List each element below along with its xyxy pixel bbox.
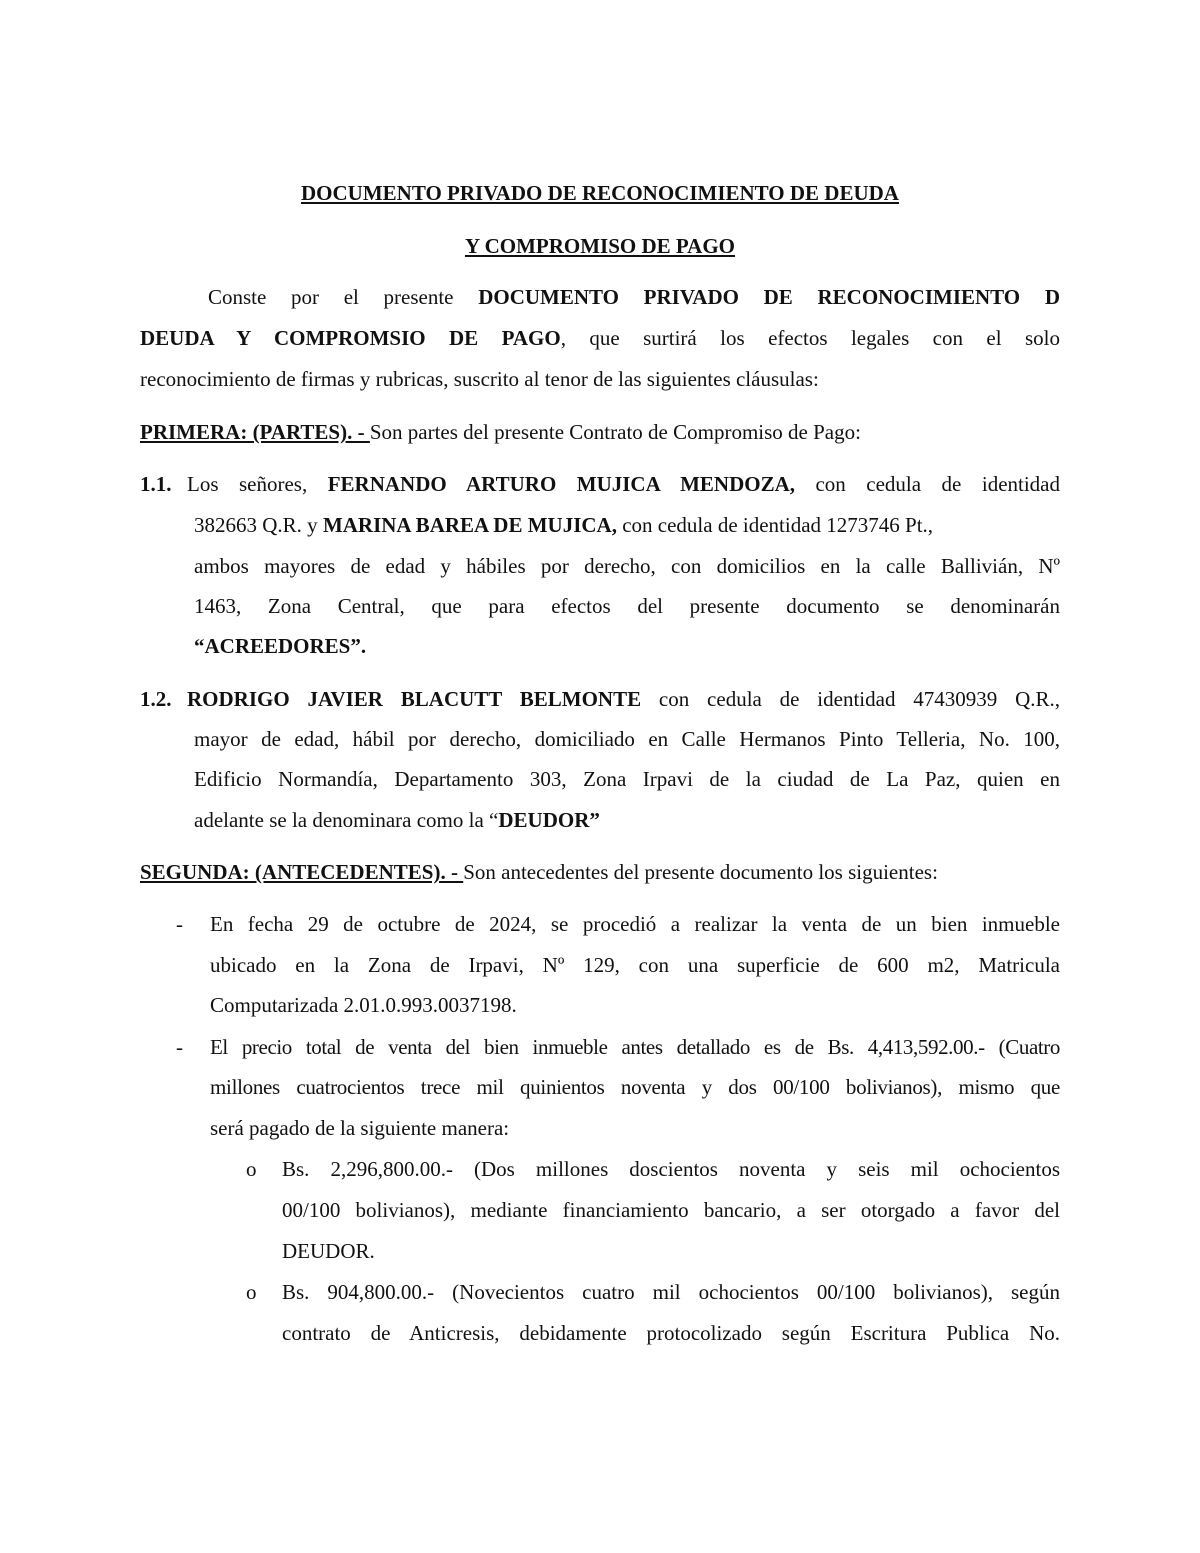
bullet-1-line-2: ubicado en la Zona de Irpavi, Nº 129, con una superficie de 600 m2, Matricula bbox=[210, 953, 1060, 977]
circle-bullet-1: o bbox=[246, 1157, 257, 1181]
intro-line-2: DEUDA Y COMPROMSIO DE PAGO, que surtirá los efectos legales con el solo bbox=[140, 326, 1060, 350]
item-1-2-number: 1.2. bbox=[140, 687, 172, 711]
item-1-1-line-4: 1463, Zona Central, que para efectos del presente documento se denominarán bbox=[194, 594, 1060, 618]
intro-line-1: Conste por el presente DOCUMENTO PRIVADO DE RECONOCIMIENTO D bbox=[208, 285, 1060, 309]
item-1-2-line-1: RODRIGO JAVIER BLACUTT BELMONTE con cedula de identidad 47430939 Q.R., bbox=[187, 687, 1060, 711]
document-title-line-2: Y COMPROMISO DE PAGO bbox=[464, 234, 736, 258]
clause-primera: PRIMERA: (PARTES). - Son partes del presente Contrato de Compromiso de Pago: bbox=[140, 420, 861, 444]
item-1-1-line-2: 382663 Q.R. y MARINA BAREA DE MUJICA, con cedula de identidad 1273746 Pt., bbox=[194, 513, 934, 537]
bullet-1-line-1: En fecha 29 de octubre de 2024, se procedió a realizar la venta de un bien inmueble bbox=[210, 912, 1060, 936]
intro-line-3: reconocimiento de firmas y rubricas, suscrito al tenor de las siguientes cláusulas: bbox=[140, 367, 819, 391]
sub-bullet-1-line-1: Bs. 2,296,800.00.- (Dos millones doscientos noventa y seis mil ochocientos bbox=[282, 1157, 1060, 1181]
bullet-1-line-3: Computarizada 2.01.0.993.0037198. bbox=[210, 993, 517, 1017]
dash-bullet-2: - bbox=[176, 1035, 183, 1059]
item-1-1-line-5: “ACREEDORES”. bbox=[194, 634, 367, 658]
clause-primera-heading: PRIMERA: (PARTES). - bbox=[140, 420, 370, 444]
item-1-1-line-3: ambos mayores de edad y hábiles por derecho, con domicilios en la calle Ballivián, Nº bbox=[194, 554, 1060, 578]
bullet-2-line-1: El precio total de venta del bien inmueble antes detallado es de Bs. 4,413,592.00.- (Cuatro bbox=[210, 1035, 1060, 1059]
clause-segunda-heading: SEGUNDA: (ANTECEDENTES). - bbox=[140, 860, 464, 884]
document-title-line-1: DOCUMENTO PRIVADO DE RECONOCIMIENTO DE DEUDA bbox=[301, 181, 899, 205]
item-1-2-line-4: adelante se la denominara como la “DEUDOR” bbox=[194, 808, 600, 832]
item-1-2-line-3: Edificio Normandía, Departamento 303, Zona Irpavi de la ciudad de La Paz, quien en bbox=[194, 767, 1060, 791]
sub-bullet-2-line-1: Bs. 904,800.00.- (Novecientos cuatro mil ochocientos 00/100 bolivianos), según bbox=[282, 1280, 1060, 1304]
clause-segunda: SEGUNDA: (ANTECEDENTES). - Son antecedentes del presente documento los siguientes: bbox=[140, 860, 938, 884]
sub-bullet-1-line-2: 00/100 bolivianos), mediante financiamiento bancario, a ser otorgado a favor del bbox=[282, 1198, 1060, 1222]
item-1-1-line-1: Los señores, FERNANDO ARTURO MUJICA MENDOZA, con cedula de identidad bbox=[187, 472, 1061, 496]
item-1-1-number: 1.1. bbox=[140, 472, 172, 496]
bullet-2-line-2: millones cuatrocientos trece mil quinientos noventa y dos 00/100 bolivianos), mismo que bbox=[210, 1075, 1060, 1099]
circle-bullet-2: o bbox=[246, 1280, 257, 1304]
sub-bullet-2-line-2: contrato de Anticresis, debidamente protocolizado según Escritura Publica No. bbox=[282, 1321, 1060, 1345]
sub-bullet-1-line-3: DEUDOR. bbox=[282, 1239, 375, 1263]
item-1-2-line-2: mayor de edad, hábil por derecho, domiciliado en Calle Hermanos Pinto Telleria, No. 100, bbox=[194, 727, 1060, 751]
dash-bullet-1: - bbox=[176, 912, 183, 936]
bullet-2-line-3: será pagado de la siguiente manera: bbox=[210, 1116, 510, 1140]
